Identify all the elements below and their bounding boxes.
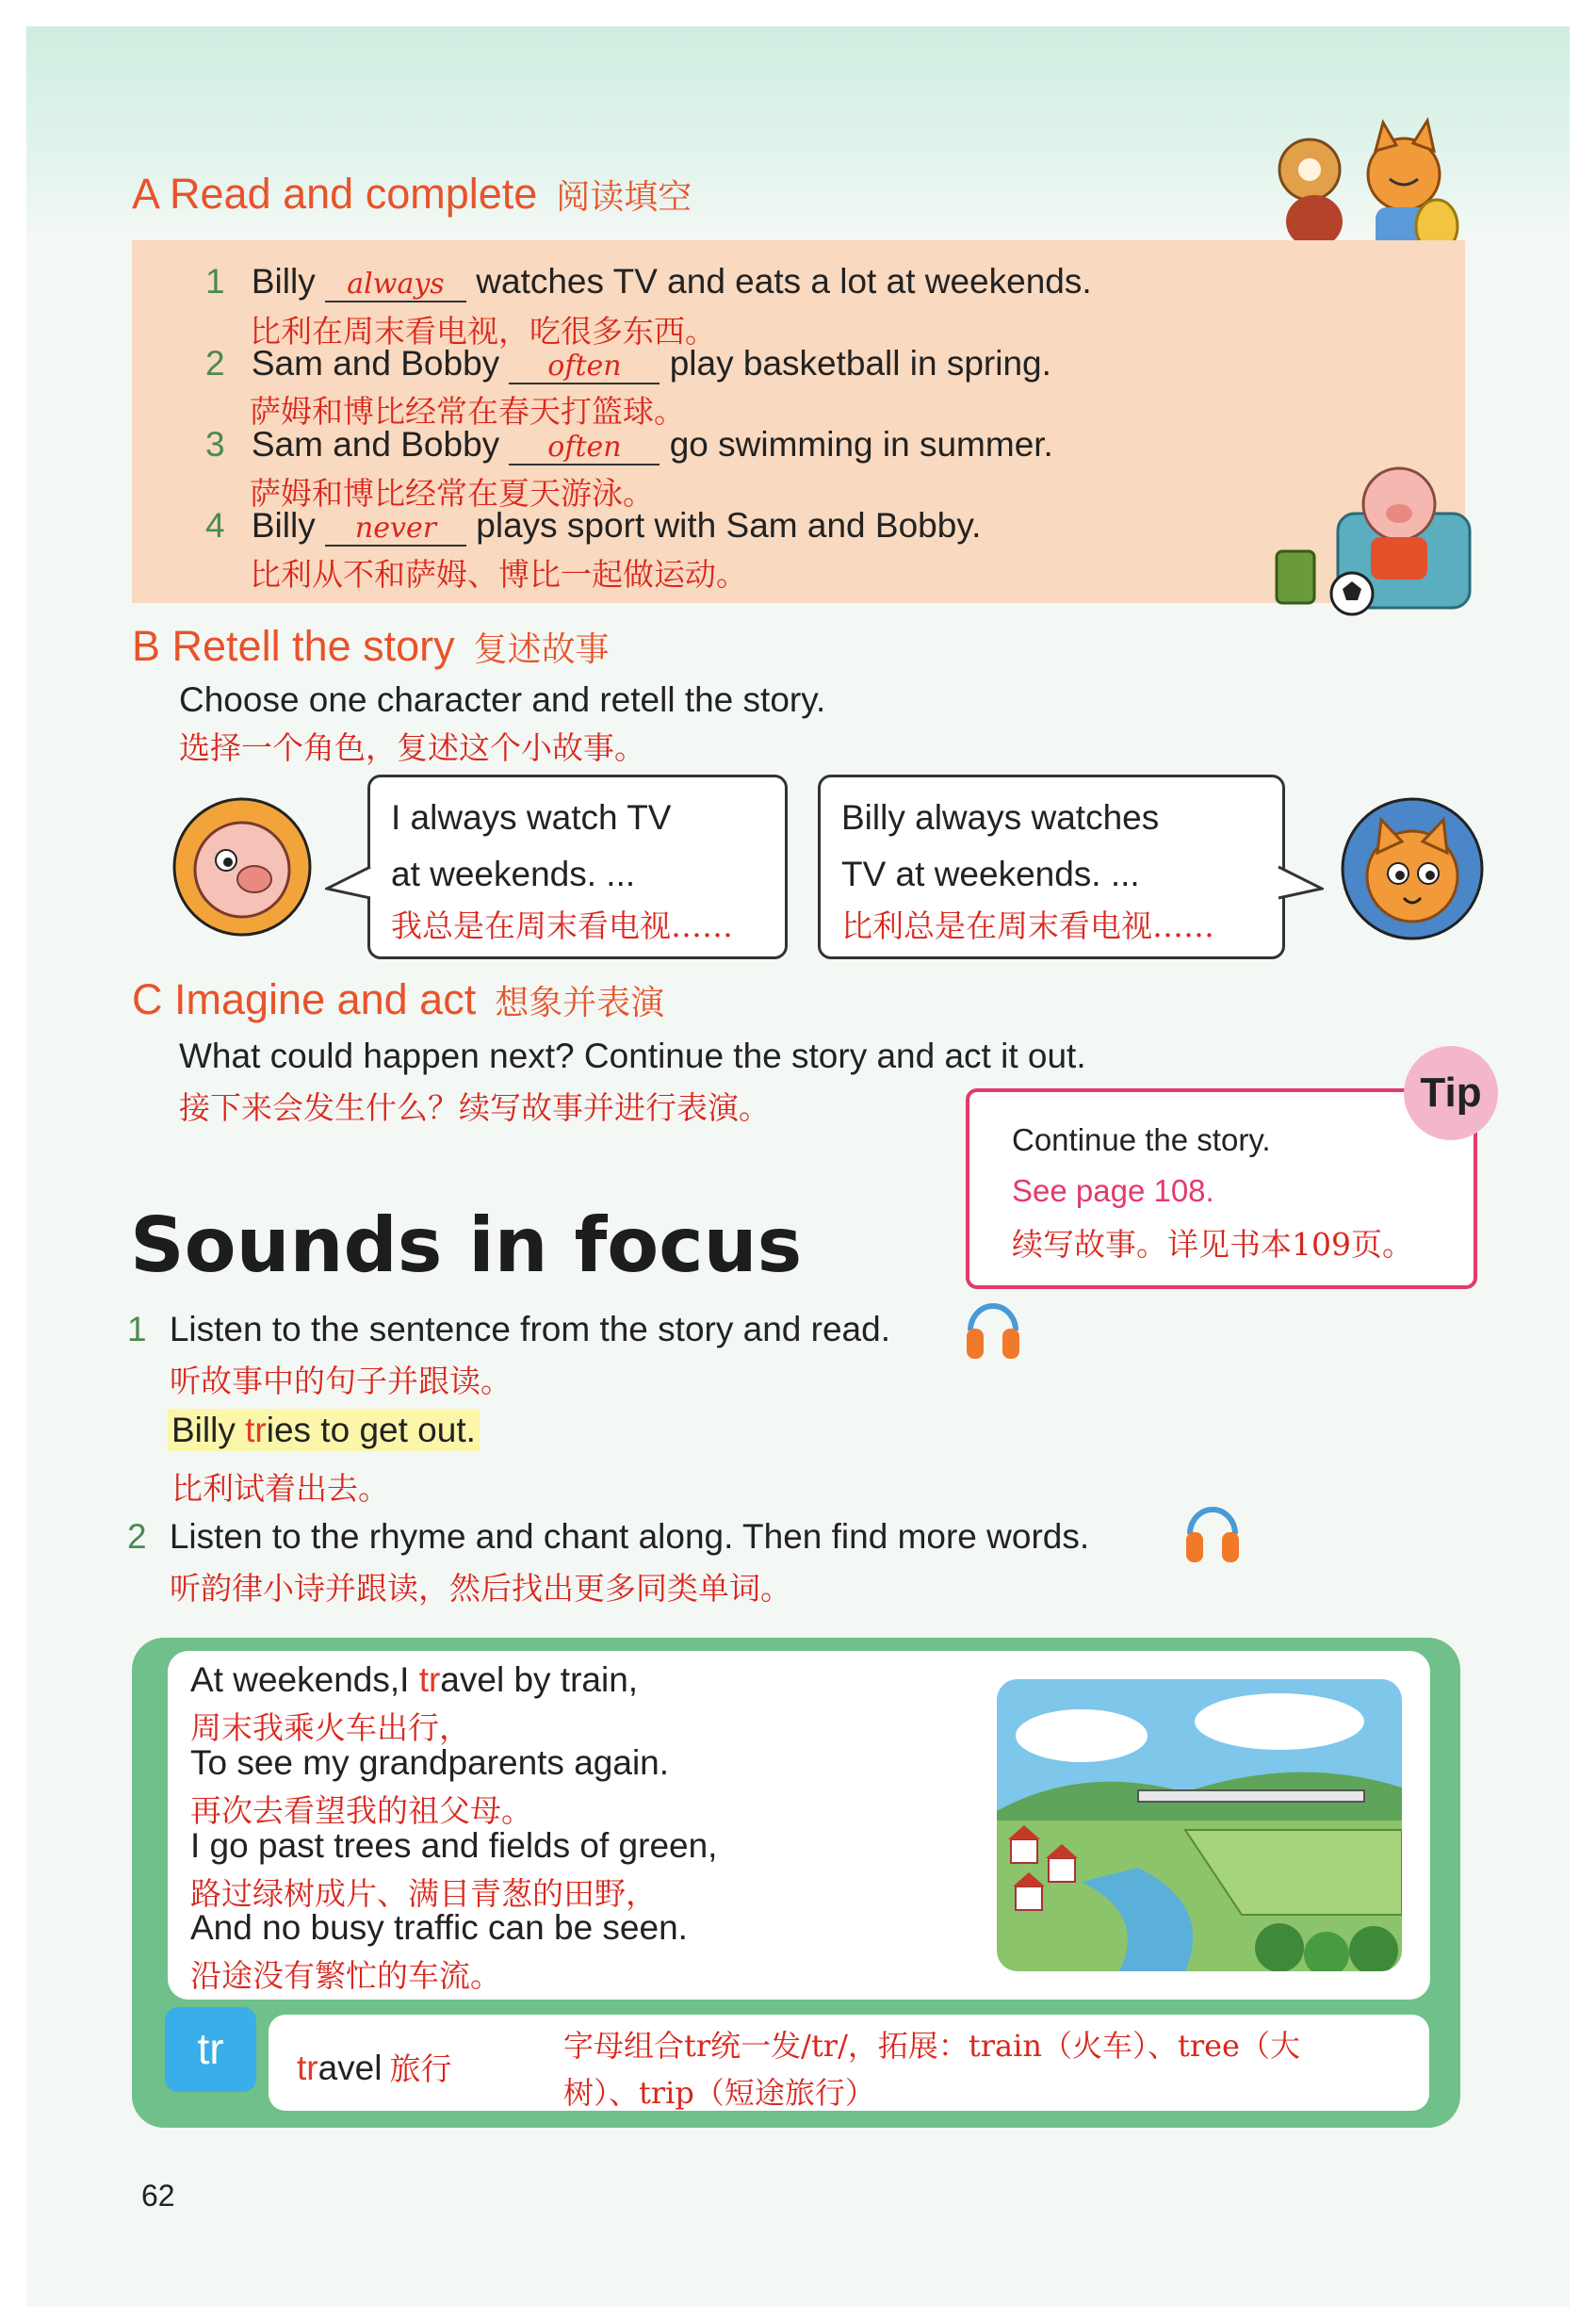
example-part-a: Billy — [171, 1411, 246, 1449]
section-b-instruction-cn: 选择一个角色，复述这个小故事。 — [179, 729, 645, 766]
example-part-b: ies to get out. — [266, 1411, 476, 1449]
pig-on-sofa-illustration — [1267, 457, 1474, 617]
item-pre: Sam and Bobby — [251, 344, 500, 383]
item-pre: Billy — [251, 262, 316, 301]
train-landscape-illustration — [997, 1679, 1402, 1971]
section-b-heading — [132, 622, 610, 671]
item-number: 1 — [205, 262, 225, 301]
bubble-right-tail — [1277, 862, 1324, 909]
item-number: 1 — [127, 1310, 147, 1348]
section-a-heading — [132, 170, 692, 219]
rhyme-line-3-cn: 路过绿树成片、满目青葱的田野， — [190, 1875, 657, 1912]
page-number: 62 — [141, 2179, 175, 2213]
rhyme-tr: tr — [418, 1660, 441, 1699]
bubble-right-line-1: Billy always watches — [841, 798, 1160, 837]
item-pre: Sam and Bobby — [251, 425, 500, 464]
rhyme-line-1 — [190, 1660, 638, 1700]
item-4-translation: 比利从不和萨姆、博比一起做运动。 — [250, 556, 747, 593]
phonics-word — [297, 2045, 452, 2089]
tip-line-1: Continue the story. — [1012, 1122, 1271, 1157]
item-number: 2 — [205, 344, 225, 383]
example-tr: tr — [245, 1411, 267, 1449]
tip-box — [966, 1088, 1477, 1289]
section-b-title: B Retell the story — [132, 622, 455, 670]
item-2-translation: 萨姆和博比经常在春天打篮球。 — [250, 393, 685, 430]
item-post: go swimming in summer. — [669, 425, 1053, 464]
cat-dog-illustration — [1244, 113, 1460, 254]
rhyme-line-2: To see my grandparents again. — [190, 1743, 670, 1782]
item-1-line — [205, 262, 1092, 302]
answer-blank: often — [509, 350, 660, 384]
sounds-item-1-cn: 听故事中的句子并跟读。 — [170, 1363, 512, 1399]
section-a-title: A Read and complete — [132, 170, 538, 218]
sounds-item-1 — [127, 1310, 890, 1349]
phonics-word-rest: avel — [318, 2049, 383, 2087]
item-4-line — [205, 506, 981, 547]
rhyme-part: At weekends,I — [190, 1660, 419, 1699]
item-post: play basketball in spring. — [669, 344, 1051, 383]
rhyme-line-2-cn: 再次去看望我的祖父母。 — [190, 1792, 532, 1829]
headphones-icon[interactable] — [1182, 1496, 1243, 1566]
section-b-title-cn: 复述故事 — [473, 630, 610, 669]
sounds-item-1-text: Listen to the sentence from the story and read. — [169, 1310, 890, 1348]
tip-badge: Tip — [1404, 1046, 1498, 1140]
bubble-left-line-2: at weekends. ... — [391, 855, 636, 893]
item-pre: Billy — [251, 506, 316, 545]
rhyme-line-4-cn: 沿途没有繁忙的车流。 — [190, 1957, 501, 1994]
rhyme-line-4: And no busy traffic can be seen. — [190, 1908, 688, 1947]
item-3-line — [205, 425, 1053, 465]
example-cn: 比利试着出去。 — [171, 1470, 389, 1507]
answer-blank: always — [325, 268, 466, 302]
bubble-left-line-1: I always watch TV — [391, 798, 672, 837]
section-a-title-cn: 阅读填空 — [556, 178, 692, 217]
section-c-instruction-cn: 接下来会发生什么？续写故事并进行表演。 — [179, 1089, 770, 1126]
section-c-title-cn: 想象并表演 — [495, 984, 665, 1022]
pig-avatar — [171, 796, 313, 938]
answer-blank: often — [509, 431, 660, 465]
tip-line-2: See page 108. — [1012, 1173, 1214, 1208]
cat-avatar — [1340, 796, 1486, 942]
item-number: 4 — [205, 506, 225, 545]
section-b-instruction: Choose one character and retell the story. — [179, 680, 826, 719]
tip-line-3: 续写故事。详见书本109页。 — [1012, 1226, 1413, 1263]
phonics-tr: tr — [297, 2049, 318, 2087]
item-3-translation: 萨姆和博比经常在夏天游泳。 — [250, 475, 654, 512]
speech-bubble-left — [367, 775, 788, 959]
sounds-item-2 — [127, 1517, 1089, 1557]
rhyme-line-1-cn: 周末我乘火车出行， — [190, 1709, 470, 1746]
section-c-instruction: What could happen next? Continue the story and act it out. — [179, 1037, 1086, 1075]
phonics-note-line-1: 字母组合tr统一发/tr/，拓展：train（火车）、tree（大 — [563, 2028, 1300, 2064]
item-number: 3 — [205, 425, 225, 464]
item-number: 2 — [127, 1517, 147, 1556]
phonics-note-line-2: 树）、trip（短途旅行） — [563, 2075, 875, 2111]
example-highlight — [168, 1409, 480, 1451]
item-1-translation: 比利在周末看电视，吃很多东西。 — [250, 313, 716, 350]
tr-badge: tr — [165, 2007, 256, 2092]
phonics-word-cn: 旅行 — [389, 2050, 452, 2087]
headphones-icon[interactable] — [963, 1293, 1023, 1363]
example-sentence — [168, 1411, 480, 1450]
item-2-line — [205, 344, 1051, 384]
rhyme-part: avel by train, — [440, 1660, 639, 1699]
bubble-right-cn: 比利总是在周末看电视…… — [841, 907, 1214, 944]
sounds-item-2-text: Listen to the rhyme and chant along. Then find more words. — [169, 1517, 1090, 1556]
item-post: plays sport with Sam and Bobby. — [476, 506, 982, 545]
speech-bubble-right — [818, 775, 1285, 959]
bubble-left-tail — [325, 862, 372, 909]
section-c-heading — [132, 975, 664, 1024]
bubble-right-line-2: TV at weekends. ... — [841, 855, 1140, 893]
sounds-item-2-cn: 听韵律小诗并跟读，然后找出更多同类单词。 — [170, 1570, 791, 1607]
bubble-left-cn: 我总是在周末看电视…… — [391, 907, 733, 944]
item-post: watches TV and eats a lot at weekends. — [476, 262, 1092, 301]
sounds-title: Sounds in focus — [130, 1201, 803, 1289]
section-c-title: C Imagine and act — [132, 975, 477, 1023]
rhyme-line-3: I go past trees and fields of green, — [190, 1826, 718, 1865]
answer-blank: never — [325, 512, 466, 547]
